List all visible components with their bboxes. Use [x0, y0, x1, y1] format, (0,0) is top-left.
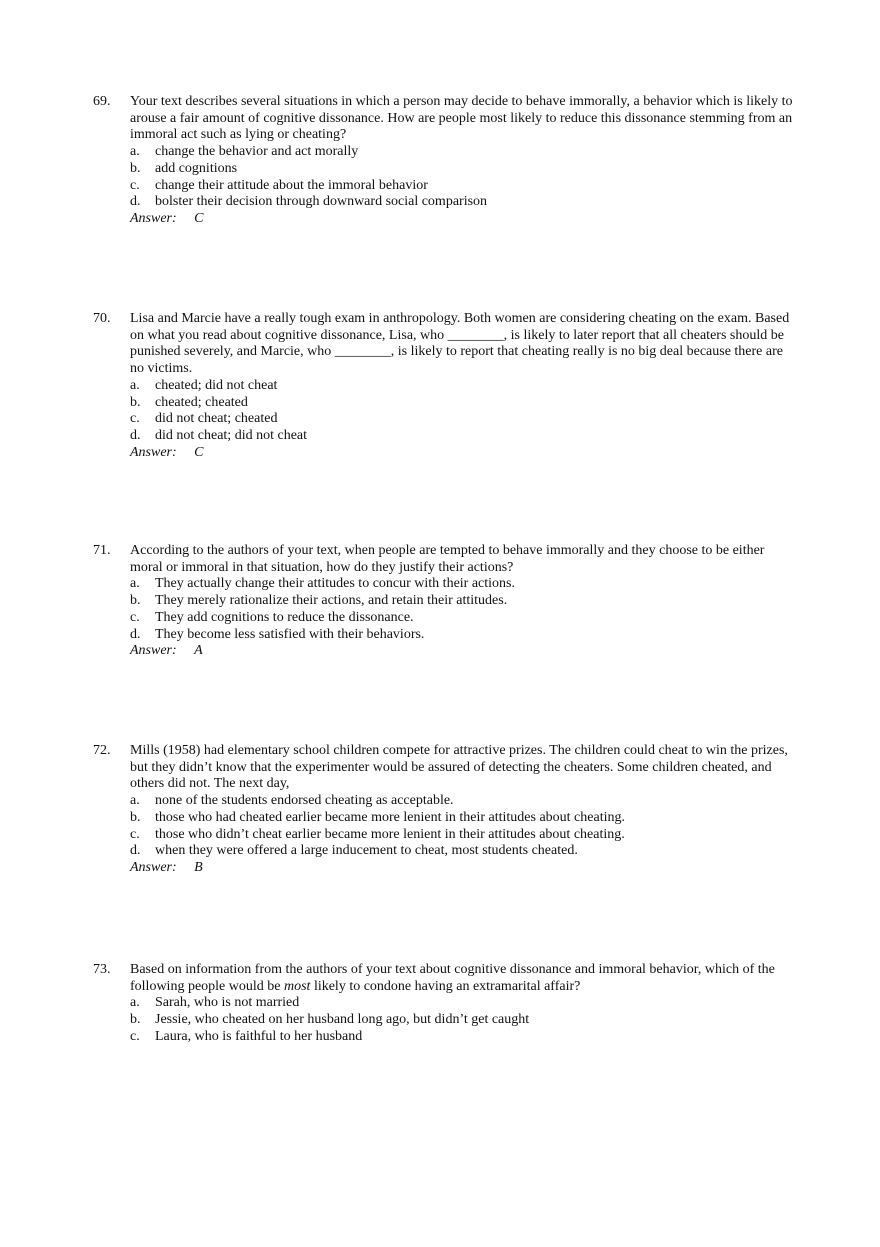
- option-text: Sarah, who is not married: [155, 995, 300, 1011]
- answer-value: C: [194, 444, 204, 460]
- option-text: add cognitions: [155, 160, 238, 176]
- option-letter: a.: [130, 995, 140, 1011]
- question-number: 70.: [93, 311, 111, 326]
- option-d: [93, 428, 793, 445]
- option-letter: d.: [130, 427, 141, 443]
- question-header: [93, 94, 793, 144]
- option-text: did not cheat; cheated: [155, 411, 278, 427]
- option-c: [93, 1029, 793, 1046]
- option-b: [93, 593, 793, 610]
- option-a: [93, 144, 793, 161]
- question-header: [93, 543, 793, 576]
- answer-options: [93, 144, 793, 211]
- option-letter: c.: [130, 1028, 140, 1044]
- option-letter: c.: [130, 411, 140, 427]
- option-text: They become less satisfied with their behaviors.: [155, 626, 425, 642]
- question-number: 69.: [93, 94, 111, 109]
- option-text: those who had cheated earlier became more lenient in their attitudes about cheating.: [155, 809, 625, 825]
- option-letter: a.: [130, 377, 140, 393]
- question-69: [93, 94, 793, 228]
- answer-line: [93, 860, 793, 877]
- option-text: change the behavior and act morally: [155, 144, 359, 160]
- stem-text-before: Based on information from the authors of your text about cognitive dissonance and immoral behavior, which of the following people would be: [130, 962, 775, 994]
- question-71: [93, 543, 793, 660]
- option-d: [93, 627, 793, 644]
- option-letter: b.: [130, 1012, 141, 1028]
- option-text: did not cheat; did not cheat: [155, 427, 308, 443]
- answer-options: [93, 378, 793, 445]
- option-b: [93, 161, 793, 178]
- option-text: none of the students endorsed cheating as acceptable.: [155, 793, 454, 809]
- answer-label: Answer:: [130, 210, 177, 226]
- option-text: bolster their decision through downward social comparison: [155, 194, 488, 210]
- answer-options: [93, 576, 793, 643]
- question-number: 72.: [93, 743, 111, 758]
- answer-value: C: [194, 210, 204, 226]
- option-d: [93, 843, 793, 860]
- stem-emphasis: most: [283, 978, 311, 994]
- question-70: [93, 311, 793, 461]
- option-letter: c.: [130, 177, 140, 193]
- option-letter: b.: [130, 394, 141, 410]
- option-b: [93, 395, 793, 412]
- option-letter: a.: [130, 144, 140, 160]
- question-73: [93, 962, 793, 1046]
- option-letter: d.: [130, 843, 141, 859]
- option-text: those who didn’t cheat earlier became more lenient in their attitudes about cheating.: [155, 826, 625, 842]
- question-number: 71.: [93, 543, 111, 558]
- option-text: They actually change their attitudes to concur with their actions.: [155, 576, 515, 592]
- option-text: They add cognitions to reduce the dissonance.: [155, 609, 414, 625]
- option-text: Jessie, who cheated on her husband long ago, but didn’t get caught: [155, 1012, 530, 1028]
- option-letter: c.: [130, 609, 140, 625]
- option-a: [93, 378, 793, 395]
- question-header: [93, 743, 793, 793]
- answer-value: B: [194, 859, 203, 875]
- option-a: [93, 793, 793, 810]
- option-c: [93, 178, 793, 195]
- option-letter: d.: [130, 626, 141, 642]
- answer-line: [93, 643, 793, 660]
- stem-text-after: likely to condone having an extramarital affair?: [310, 978, 581, 994]
- option-text: change their attitude about the immoral behavior: [155, 177, 428, 193]
- question-72: [93, 743, 793, 877]
- question-header: [93, 962, 793, 995]
- option-b: [93, 1012, 793, 1029]
- option-letter: a.: [130, 793, 140, 809]
- option-text: They merely rationalize their actions, and retain their attitudes.: [155, 593, 508, 609]
- option-text: Laura, who is faithful to her husband: [155, 1028, 363, 1044]
- answer-options: [93, 995, 793, 1045]
- option-text: cheated; did not cheat: [155, 377, 278, 393]
- question-stem: Lisa and Marcie have a really tough exam in anthropology. Both women are considering cheating on the exam. Based on what you read about cognitive dissonance, Lisa, who ________, is likely to later report that all cheaters should be punished severely, and Marcie, who ________, is likely to report that cheating really is no big deal because there are no victims.: [130, 311, 790, 377]
- answer-label: Answer:: [130, 444, 177, 460]
- option-letter: d.: [130, 194, 141, 210]
- answer-value: A: [194, 643, 203, 659]
- option-a: [93, 576, 793, 593]
- answer-line: [93, 445, 793, 462]
- option-c: [93, 827, 793, 844]
- option-d: [93, 194, 793, 211]
- option-c: [93, 610, 793, 627]
- option-letter: b.: [130, 593, 141, 609]
- question-stem: [130, 962, 793, 995]
- option-c: [93, 411, 793, 428]
- answer-label: Answer:: [130, 643, 177, 659]
- option-a: [93, 995, 793, 1012]
- option-text: when they were offered a large inducement to cheat, most students cheated.: [155, 843, 578, 859]
- question-number: 73.: [93, 962, 111, 977]
- option-letter: a.: [130, 576, 140, 592]
- option-letter: b.: [130, 809, 141, 825]
- question-stem: According to the authors of your text, when people are tempted to behave immorally and they choose to be either moral or immoral in that situation, how do they justify their actions?: [130, 543, 765, 575]
- option-letter: c.: [130, 826, 140, 842]
- answer-options: [93, 793, 793, 860]
- question-header: [93, 311, 793, 378]
- question-stem: Your text describes several situations in which a person may decide to behave immorally, a behavior which is likely to arouse a fair amount of cognitive dissonance. How are people most likely to reduce this dissonance stemming from an immoral act such as lying or cheating?: [130, 94, 793, 143]
- option-text: cheated; cheated: [155, 394, 248, 410]
- question-stem: Mills (1958) had elementary school children compete for attractive prizes. The children could cheat to win the prizes, but they didn’t know that the experimenter would be assured of detecting the cheaters. Some children cheated, and others did not. The next day,: [130, 743, 788, 792]
- option-letter: b.: [130, 160, 141, 176]
- answer-label: Answer:: [130, 859, 177, 875]
- option-b: [93, 810, 793, 827]
- answer-line: [93, 211, 793, 228]
